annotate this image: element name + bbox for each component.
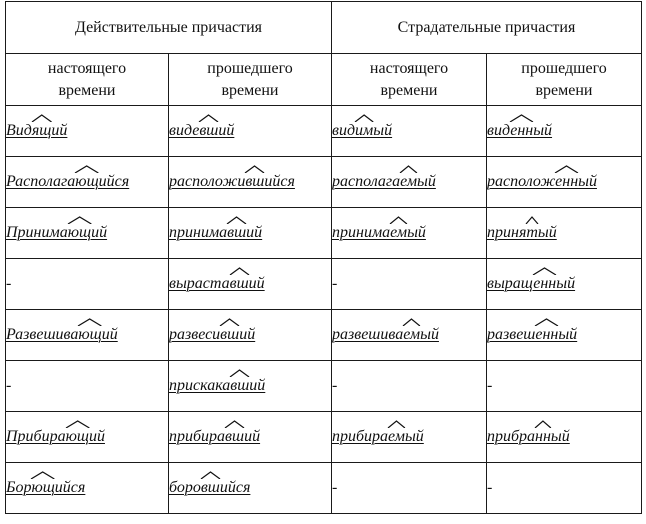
table-body: [6, 106, 642, 514]
suffix-arc-mark: [534, 420, 560, 428]
participle-cell: прискакавший: [169, 361, 332, 412]
suffix-arc-mark: [554, 165, 580, 173]
subheader-passive-past: [487, 54, 642, 106]
suffix-arc-mark: [226, 216, 252, 224]
suffix-arc-mark: [198, 114, 224, 122]
suffix-arc-mark: [402, 318, 428, 326]
participle-cell: прибиравший: [169, 412, 332, 463]
suffix-arc-mark: [200, 471, 226, 479]
participle-cell: развешенный: [487, 310, 642, 361]
table-row: [6, 106, 642, 157]
participle-cell: Располагающийся: [6, 157, 169, 208]
participle-cell: боровшийся: [169, 463, 332, 514]
subheader-line: прошедшего: [207, 59, 293, 77]
participle-cell: -: [6, 361, 169, 412]
table-row: [6, 157, 642, 208]
participle-cell: развешиваемый: [332, 310, 487, 361]
participle-cell: Борющийся: [6, 463, 169, 514]
suffix-arc-mark: [229, 267, 255, 275]
subheader-active-past: [169, 54, 332, 106]
participle-cell: видимый: [332, 106, 487, 157]
participles-table: [5, 1, 642, 514]
suffix-arc-mark: [387, 420, 413, 428]
participle-cell: Развешивающий: [6, 310, 169, 361]
suffix-arc-mark: [389, 216, 415, 224]
participle-cell: выраставший: [169, 259, 332, 310]
participle-cell: принятый: [487, 208, 642, 259]
participle-cell: Прибирающий: [6, 412, 169, 463]
participle-cell: принимаемый: [332, 208, 487, 259]
table-row: [6, 361, 642, 412]
participle-cell: выращенный: [487, 259, 642, 310]
suffix-arc-mark: [224, 420, 250, 428]
subheader-line: настоящего: [47, 59, 127, 77]
participle-cell: Видящий: [6, 106, 169, 157]
participle-cell: располагаемый: [332, 157, 487, 208]
suffix-arc-mark: [65, 420, 91, 428]
suffix-arc-mark: [31, 114, 57, 122]
participle-cell: Принимающий: [6, 208, 169, 259]
suffix-arc-mark: [229, 369, 255, 377]
subheader-line: времени: [221, 81, 279, 99]
participle-cell: -: [6, 259, 169, 310]
suffix-arc-mark: [67, 216, 93, 224]
participle-cell: -: [487, 361, 642, 412]
participle-cell: прибираемый: [332, 412, 487, 463]
subheader-line: времени: [58, 81, 116, 99]
suffix-arc-mark: [509, 114, 535, 122]
subheader-line: прошедшего: [521, 59, 607, 77]
suffix-arc-mark: [354, 114, 380, 122]
header-active-participles: Действительные причастия: [6, 2, 332, 54]
participle-cell: расположенный: [487, 157, 642, 208]
subheader-active-present: [6, 54, 169, 106]
sub-header-row: [6, 54, 642, 106]
participle-cell: прибранный: [487, 412, 642, 463]
header-passive-participles: Страдательные причастия: [332, 2, 642, 54]
subheader-line: настоящего: [369, 59, 449, 77]
participle-cell: виденный: [487, 106, 642, 157]
suffix-arc-mark: [30, 471, 56, 479]
suffix-arc-mark: [74, 165, 100, 173]
suffix-arc-mark: [219, 318, 245, 326]
suffix-arc-mark: [244, 165, 270, 173]
subheader-line: времени: [535, 81, 593, 99]
participle-cell: -: [332, 259, 487, 310]
subheader-line: времени: [380, 81, 438, 99]
table-row: [6, 463, 642, 514]
participle-cell: принимавший: [169, 208, 332, 259]
group-header-row: [6, 2, 642, 54]
participle-cell: видевший: [169, 106, 332, 157]
suffix-arc-mark: [534, 318, 560, 326]
suffix-arc-mark: [399, 165, 425, 173]
subheader-passive-present: [332, 54, 487, 106]
participle-cell: развесивший: [169, 310, 332, 361]
participle-cell: -: [487, 463, 642, 514]
suffix-arc-mark: [77, 318, 103, 326]
participle-cell: -: [332, 361, 487, 412]
suffix-arc-mark: [525, 216, 551, 224]
participle-cell: -: [332, 463, 487, 514]
participle-cell: расположившийся: [169, 157, 332, 208]
suffix-arc-mark: [532, 267, 558, 275]
